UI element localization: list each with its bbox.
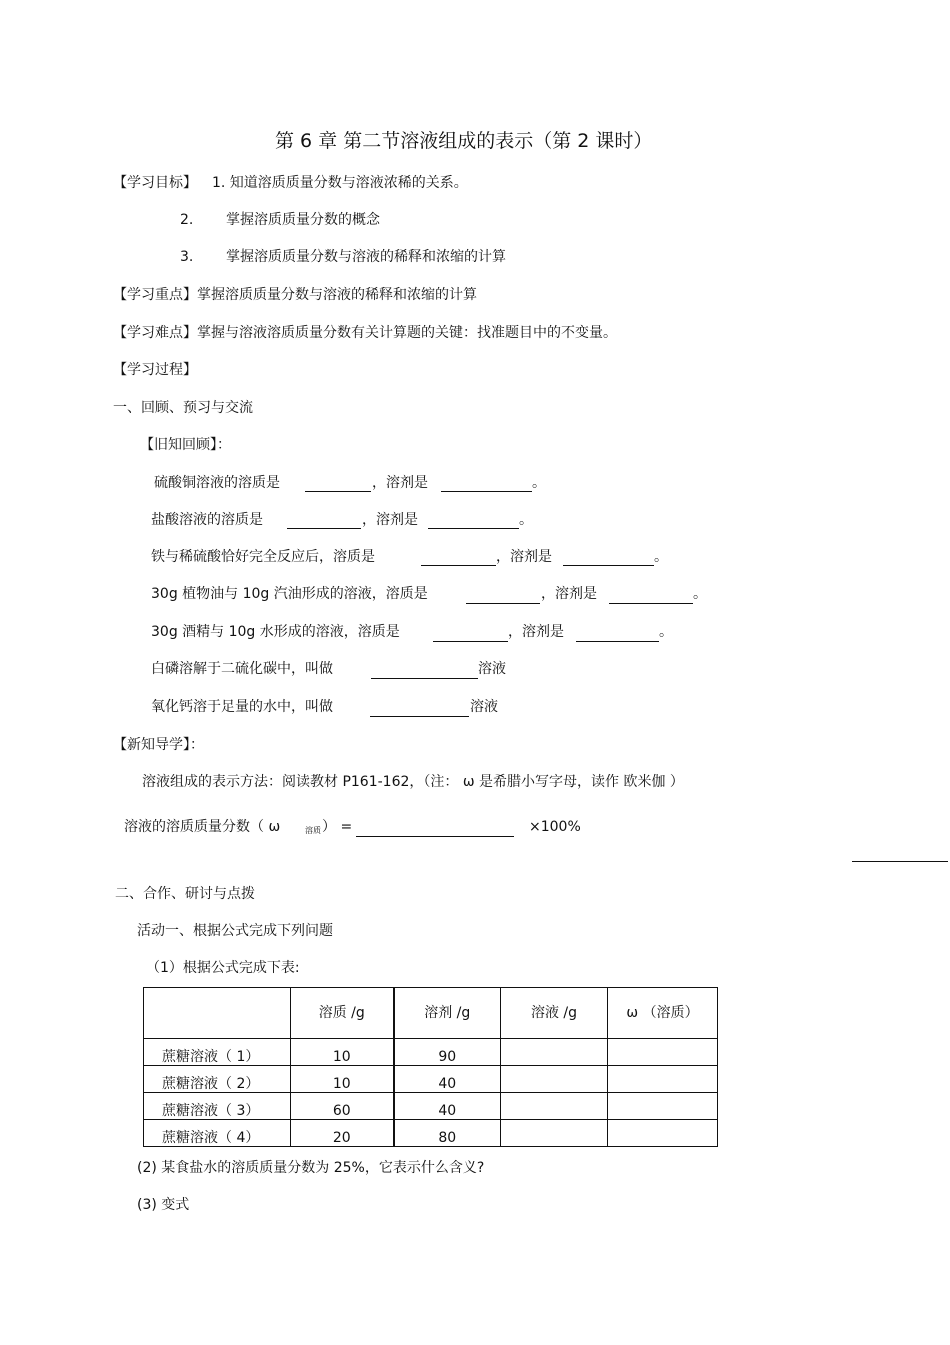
table-row bbox=[144, 1120, 718, 1147]
review-q4-end: 。 bbox=[693, 586, 707, 602]
table-header-cell: 溶液 /g bbox=[501, 988, 608, 1039]
table-row bbox=[144, 1039, 718, 1066]
formula-blank bbox=[356, 836, 514, 837]
table-header-cell: 溶质 /g bbox=[291, 988, 394, 1039]
objective-3: 掌握溶质质量分数与溶液的稀释和浓缩的计算 bbox=[226, 249, 506, 265]
review-q1-blank-solvent bbox=[441, 491, 532, 492]
question-2: (2) 某食盐水的溶质质量分数为 25%，它表示什么含义? bbox=[137, 1160, 485, 1176]
table-row bbox=[144, 1066, 718, 1093]
review-q4-text-2: ，溶剂是 bbox=[541, 586, 597, 602]
review-q6-end: 溶液 bbox=[478, 661, 506, 677]
table-cell: 60 bbox=[291, 1093, 394, 1120]
page-title: 第 6 章 第二节溶液组成的表示（第 2 课时） bbox=[275, 130, 653, 152]
objectives-label: 【学习目标】 bbox=[113, 175, 197, 191]
table-row bbox=[144, 1093, 718, 1120]
table-header-row bbox=[144, 988, 718, 1039]
review-q2-blank-solute bbox=[287, 528, 361, 529]
objective-3-number: 3. bbox=[180, 249, 194, 265]
table-cell: 40 bbox=[394, 1066, 501, 1093]
key-point: 【学习重点】掌握溶质质量分数与溶液的稀释和浓缩的计算 bbox=[113, 287, 477, 303]
table-cell-name: 蔗糖溶液（ 4） bbox=[144, 1120, 291, 1147]
table-cell-name: 蔗糖溶液（ 1） bbox=[144, 1039, 291, 1066]
table-cell: 10 bbox=[291, 1039, 394, 1066]
table-cell: 80 bbox=[394, 1120, 501, 1147]
question-3: (3) 变式 bbox=[137, 1197, 190, 1213]
table-cell-blank bbox=[608, 1120, 718, 1147]
table-cell-blank bbox=[501, 1120, 608, 1147]
review-q4-blank-solvent bbox=[609, 603, 693, 604]
table-header-cell: 溶剂 /g bbox=[394, 988, 501, 1039]
table-cell-blank bbox=[501, 1039, 608, 1066]
review-q4-blank-solute bbox=[466, 603, 540, 604]
review-q2-end: 。 bbox=[519, 512, 533, 528]
objective-2: 掌握溶质质量分数的概念 bbox=[226, 212, 380, 228]
review-q5-text: 30g 酒精与 10g 水形成的溶液，溶质是 bbox=[151, 624, 400, 640]
review-q3-blank-solute bbox=[421, 565, 496, 566]
table-cell-name: 蔗糖溶液（ 3） bbox=[144, 1093, 291, 1120]
difficulty: 【学习难点】掌握与溶液溶质质量分数有关计算题的关键：找准题目中的不变量。 bbox=[113, 325, 617, 341]
activity-1-heading: 活动一、根据公式完成下列问题 bbox=[137, 923, 333, 939]
review-q3-text: 铁与稀硫酸恰好完全反应后，溶质是 bbox=[151, 549, 375, 565]
review-q2-blank-solvent bbox=[428, 528, 519, 529]
table-cell-blank bbox=[501, 1093, 608, 1120]
section-1-heading: 一、回顾、预习与交流 bbox=[113, 400, 253, 416]
table-cell: 10 bbox=[291, 1066, 394, 1093]
data-table bbox=[143, 987, 718, 1147]
margin-rule bbox=[852, 861, 948, 862]
review-q7-end: 溶液 bbox=[470, 699, 498, 715]
review-q6-blank bbox=[371, 678, 478, 679]
table-cell: 40 bbox=[394, 1093, 501, 1120]
method-text: 溶液组成的表示方法：阅读教材 P161-162，（注： ω 是希腊小写字母，读作 欧米伽 ） bbox=[142, 774, 684, 790]
review-q1-text: 硫酸铜溶液的溶质是 bbox=[154, 475, 280, 491]
table-question: （1）根据公式完成下表: bbox=[146, 960, 300, 976]
review-q5-blank-solute bbox=[433, 641, 508, 642]
table-cell-blank bbox=[501, 1066, 608, 1093]
table-cell-name: 蔗糖溶液（ 2） bbox=[144, 1066, 291, 1093]
table-cell: 20 bbox=[291, 1120, 394, 1147]
review-q3-text-2: ，溶剂是 bbox=[496, 549, 552, 565]
review-q6-text: 白磷溶解于二硫化碳中，叫做 bbox=[151, 661, 333, 677]
section-2-heading: 二、合作、研讨与点拨 bbox=[115, 886, 255, 902]
review-q4-text: 30g 植物油与 10g 汽油形成的溶液，溶质是 bbox=[151, 586, 428, 602]
formula-percent: ×100% bbox=[529, 819, 581, 835]
table-cell-blank bbox=[608, 1066, 718, 1093]
review-q1-end: 。 bbox=[532, 475, 546, 491]
table-cell-blank bbox=[608, 1039, 718, 1066]
table-header-cell: ω （溶质） bbox=[608, 988, 718, 1039]
table-cell: 90 bbox=[394, 1039, 501, 1066]
process-label: 【学习过程】 bbox=[113, 362, 197, 378]
review-q3-end: 。 bbox=[654, 549, 668, 565]
review-q7-text: 氧化钙溶于足量的水中，叫做 bbox=[151, 699, 333, 715]
objective-2-number: 2. bbox=[180, 212, 194, 228]
table-cell-blank bbox=[608, 1093, 718, 1120]
review-q2-text: 盐酸溶液的溶质是 bbox=[151, 512, 263, 528]
new-knowledge-label: 【新知导学】： bbox=[113, 737, 204, 753]
review-q7-blank bbox=[370, 716, 469, 717]
formula-subscript: 溶质 bbox=[305, 826, 321, 835]
review-q1-text-2: ，溶剂是 bbox=[372, 475, 428, 491]
formula-equals: ） = bbox=[322, 819, 353, 835]
review-q3-blank-solvent bbox=[563, 565, 654, 566]
review-q1-blank-solute bbox=[305, 491, 371, 492]
review-q2-text-2: ，溶剂是 bbox=[362, 512, 418, 528]
review-q5-text-2: ，溶剂是 bbox=[508, 624, 564, 640]
table-header-cell bbox=[144, 988, 291, 1039]
review-label: 【旧知回顾】： bbox=[140, 437, 231, 453]
objective-1: 1. 知道溶质质量分数与溶液浓稀的关系。 bbox=[212, 175, 468, 191]
review-q5-end: 。 bbox=[659, 624, 673, 640]
formula-left: 溶液的溶质质量分数（ ω bbox=[124, 819, 281, 835]
review-q5-blank-solvent bbox=[576, 641, 659, 642]
